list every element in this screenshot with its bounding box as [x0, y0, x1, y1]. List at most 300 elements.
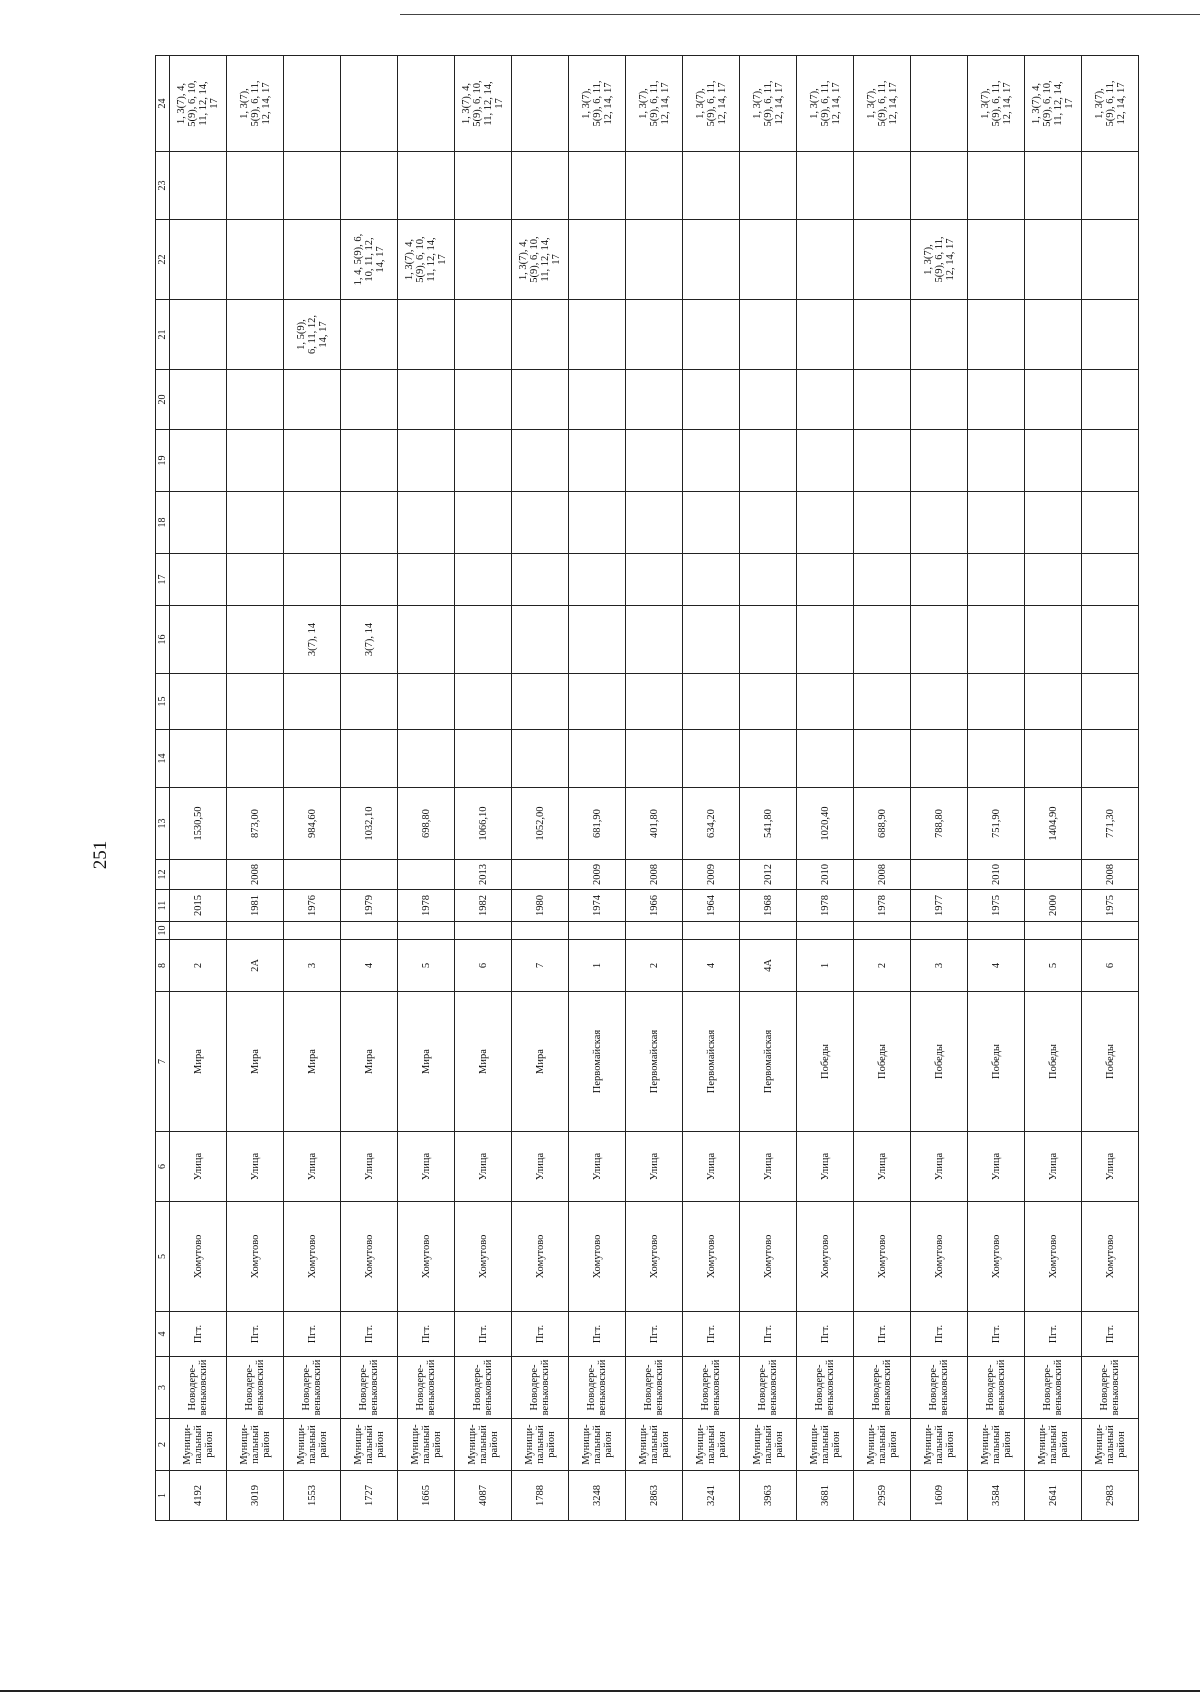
table-cell: 1, 3(7), 4, 5(9), 6, 10, 11, 12, 14, 17	[170, 56, 227, 152]
table-cell: Улица	[683, 1132, 740, 1202]
table-cell: Улица	[341, 1132, 398, 1202]
column-header: 1	[156, 1471, 170, 1521]
table-cell: Хомутово	[341, 1202, 398, 1312]
column-header: 10	[156, 922, 170, 940]
table-cell: 1976	[284, 890, 341, 922]
table-cell: 4087	[455, 1471, 512, 1521]
table-cell: 1020,40	[797, 788, 854, 860]
table-cell: Мира	[227, 992, 284, 1132]
table-cell	[284, 860, 341, 890]
table-cell: Новодере- веньковский	[740, 1357, 797, 1419]
table-cell	[797, 152, 854, 220]
table-cell	[740, 430, 797, 492]
table-cell: Муници- пальный район	[1025, 1419, 1082, 1471]
table-cell: Улица	[170, 1132, 227, 1202]
table-cell	[626, 300, 683, 370]
table-cell	[455, 430, 512, 492]
table-cell: 2	[626, 940, 683, 992]
table-cell: 3(7), 14	[341, 606, 398, 674]
table-cell	[398, 430, 455, 492]
table-cell	[740, 492, 797, 554]
table-cell: Улица	[227, 1132, 284, 1202]
table-cell	[284, 922, 341, 940]
table-cell: 1553	[284, 1471, 341, 1521]
table-cell	[626, 430, 683, 492]
table-cell	[569, 492, 626, 554]
column-header: 4	[156, 1312, 170, 1357]
rotated-table-container	[155, 56, 1127, 1521]
table-cell	[1082, 606, 1139, 674]
table-cell	[170, 674, 227, 730]
table-cell	[398, 300, 455, 370]
table-cell	[911, 492, 968, 554]
table-cell	[398, 860, 455, 890]
table-cell: 1727	[341, 1471, 398, 1521]
table-cell: Новодере- веньковский	[569, 1357, 626, 1419]
table-cell: 1404,90	[1025, 788, 1082, 860]
table-cell: Победы	[797, 992, 854, 1132]
table-cell: Первомайская	[569, 992, 626, 1132]
table-cell: Пгт.	[911, 1312, 968, 1357]
table-cell	[968, 220, 1025, 300]
table-cell	[398, 370, 455, 430]
table-cell: 771,30	[1082, 788, 1139, 860]
table-cell	[227, 922, 284, 940]
table-cell	[1082, 370, 1139, 430]
table-cell	[170, 730, 227, 788]
table-cell	[683, 370, 740, 430]
table-cell: 4	[341, 940, 398, 992]
table-cell	[797, 606, 854, 674]
table-cell	[227, 430, 284, 492]
table-cell: Новодере- веньковский	[854, 1357, 911, 1419]
table-cell: 1974	[569, 890, 626, 922]
table-cell	[968, 674, 1025, 730]
table-cell: Мира	[341, 992, 398, 1132]
table-cell: 2010	[797, 860, 854, 890]
table-cell: Пгт.	[740, 1312, 797, 1357]
top-rule	[400, 14, 1200, 15]
table-cell: 1609	[911, 1471, 968, 1521]
table-cell: 2012	[740, 860, 797, 890]
column-header: 20	[156, 370, 170, 430]
table-cell	[911, 300, 968, 370]
table-cell: 4	[968, 940, 1025, 992]
table-cell: 1, 5(9), 6, 11, 12, 14, 17	[284, 300, 341, 370]
table-cell: Пгт.	[626, 1312, 683, 1357]
table-cell	[284, 220, 341, 300]
table-cell: Первомайская	[740, 992, 797, 1132]
column-header: 13	[156, 788, 170, 860]
table-cell: 1982	[455, 890, 512, 922]
table-cell	[455, 300, 512, 370]
column-header: 15	[156, 674, 170, 730]
table-cell	[854, 922, 911, 940]
table-cell: 1, 3(7), 5(9), 6, 11, 12, 14, 17	[1082, 56, 1139, 152]
table-row	[626, 56, 683, 1521]
table-cell: Новодере- веньковский	[968, 1357, 1025, 1419]
table-cell	[911, 554, 968, 606]
table-cell	[512, 56, 569, 152]
bottom-rule	[0, 1690, 1200, 1692]
table-cell	[170, 370, 227, 430]
table-cell: Новодере- веньковский	[341, 1357, 398, 1419]
table-cell	[968, 922, 1025, 940]
column-header: 22	[156, 220, 170, 300]
table-cell	[569, 674, 626, 730]
table-cell	[455, 554, 512, 606]
table-cell	[512, 430, 569, 492]
table-cell	[1082, 492, 1139, 554]
table-cell: Пгт.	[569, 1312, 626, 1357]
table-cell: Пгт.	[170, 1312, 227, 1357]
page-number: 251	[90, 840, 111, 870]
table-cell	[284, 730, 341, 788]
table-cell	[569, 554, 626, 606]
table-cell	[341, 922, 398, 940]
table-cell: 1032,10	[341, 788, 398, 860]
table-cell: 3	[284, 940, 341, 992]
table-cell	[227, 370, 284, 430]
table-cell: Хомутово	[1025, 1202, 1082, 1312]
table-cell: 751,90	[968, 788, 1025, 860]
table-cell	[854, 300, 911, 370]
table-cell: Муници- пальный район	[968, 1419, 1025, 1471]
table-cell: Муници- пальный район	[398, 1419, 455, 1471]
column-header: 17	[156, 554, 170, 606]
table-cell	[1025, 430, 1082, 492]
table-cell	[740, 300, 797, 370]
table-cell	[341, 152, 398, 220]
table-cell: Улица	[1082, 1132, 1139, 1202]
table-cell: 1, 3(7), 5(9), 6, 11, 12, 14, 17	[569, 56, 626, 152]
table-cell	[455, 370, 512, 430]
table-cell	[284, 152, 341, 220]
table-cell: 4А	[740, 940, 797, 992]
table-cell: 1, 3(7), 4, 5(9), 6, 10, 11, 12, 14, 17	[512, 220, 569, 300]
table-cell	[1025, 220, 1082, 300]
table-cell: Муници- пальный район	[683, 1419, 740, 1471]
table-cell: 1980	[512, 890, 569, 922]
table-cell: 1978	[398, 890, 455, 922]
table-cell	[797, 730, 854, 788]
table-cell: 541,80	[740, 788, 797, 860]
table-body	[170, 56, 1139, 1521]
table-cell	[740, 152, 797, 220]
table-cell: Улица	[626, 1132, 683, 1202]
table-cell: Муници- пальный район	[854, 1419, 911, 1471]
table-cell	[854, 730, 911, 788]
table-cell	[740, 606, 797, 674]
table-cell: 1	[569, 940, 626, 992]
table-cell	[854, 554, 911, 606]
table-cell: Новодере- веньковский	[911, 1357, 968, 1419]
table-cell	[854, 430, 911, 492]
table-cell: Улица	[1025, 1132, 1082, 1202]
column-header: 24	[156, 56, 170, 152]
table-cell: Муници- пальный район	[911, 1419, 968, 1471]
table-cell	[1025, 370, 1082, 430]
table-cell: 1966	[626, 890, 683, 922]
table-cell: Пгт.	[1025, 1312, 1082, 1357]
table-cell	[170, 606, 227, 674]
table-cell: Победы	[911, 992, 968, 1132]
table-cell: Хомутово	[683, 1202, 740, 1312]
table-cell	[341, 860, 398, 890]
table-cell	[512, 300, 569, 370]
table-cell: 3019	[227, 1471, 284, 1521]
table-cell: Муници- пальный район	[740, 1419, 797, 1471]
table-cell: 2009	[569, 860, 626, 890]
table-cell: Улица	[284, 1132, 341, 1202]
table-cell: Муници- пальный район	[341, 1419, 398, 1471]
table-cell	[455, 922, 512, 940]
table-cell: 873,00	[227, 788, 284, 860]
column-header: 6	[156, 1132, 170, 1202]
table-cell	[1082, 730, 1139, 788]
table-cell	[968, 300, 1025, 370]
table-cell	[797, 220, 854, 300]
table-cell	[911, 730, 968, 788]
table-row	[341, 56, 398, 1521]
table-cell	[1082, 152, 1139, 220]
table-cell	[569, 430, 626, 492]
table-row	[740, 56, 797, 1521]
table-cell	[170, 430, 227, 492]
table-cell	[1025, 730, 1082, 788]
table-cell	[227, 220, 284, 300]
table-cell	[1082, 674, 1139, 730]
table-cell	[398, 730, 455, 788]
table-cell	[1082, 430, 1139, 492]
table-cell: Победы	[1025, 992, 1082, 1132]
table-cell	[797, 370, 854, 430]
table-cell	[284, 492, 341, 554]
table-cell: 984,60	[284, 788, 341, 860]
table-cell	[341, 554, 398, 606]
table-cell	[626, 606, 683, 674]
table-row	[512, 56, 569, 1521]
table-cell: Пгт.	[398, 1312, 455, 1357]
table-cell	[911, 674, 968, 730]
table-cell: 1, 3(7), 4, 5(9), 6, 10, 11, 12, 14, 17	[455, 56, 512, 152]
table-cell	[512, 730, 569, 788]
table-cell: Мира	[512, 992, 569, 1132]
table-cell: 1, 3(7), 5(9), 6, 11, 12, 14, 17	[854, 56, 911, 152]
table-cell	[626, 554, 683, 606]
table-cell	[626, 730, 683, 788]
table-cell	[398, 492, 455, 554]
table-cell	[854, 152, 911, 220]
table-cell: 3963	[740, 1471, 797, 1521]
table-cell	[455, 674, 512, 730]
table-cell	[284, 674, 341, 730]
table-cell	[341, 430, 398, 492]
table-cell	[683, 300, 740, 370]
table-cell: Новодере- веньковский	[284, 1357, 341, 1419]
table-cell: Новодере- веньковский	[797, 1357, 854, 1419]
table-cell: Новодере- веньковский	[398, 1357, 455, 1419]
table-cell	[854, 492, 911, 554]
table-cell	[683, 152, 740, 220]
table-cell	[740, 922, 797, 940]
table-row	[170, 56, 227, 1521]
table-cell	[569, 730, 626, 788]
table-cell	[683, 922, 740, 940]
table-cell	[341, 370, 398, 430]
header-row	[156, 56, 170, 1521]
table-cell: Муници- пальный район	[455, 1419, 512, 1471]
column-header: 21	[156, 300, 170, 370]
table-cell: Улица	[854, 1132, 911, 1202]
table-cell: Пгт.	[683, 1312, 740, 1357]
table-cell: 1975	[968, 890, 1025, 922]
column-header: 7	[156, 992, 170, 1132]
table-cell: Улица	[740, 1132, 797, 1202]
table-row	[569, 56, 626, 1521]
table-cell: 2010	[968, 860, 1025, 890]
table-cell	[797, 674, 854, 730]
table-cell	[626, 220, 683, 300]
table-cell: 1978	[854, 890, 911, 922]
column-header: 12	[156, 860, 170, 890]
table-cell	[1025, 492, 1082, 554]
table-cell	[455, 152, 512, 220]
table-cell	[683, 730, 740, 788]
table-cell: Хомутово	[455, 1202, 512, 1312]
table-cell	[854, 220, 911, 300]
table-cell	[341, 730, 398, 788]
table-cell: 2009	[683, 860, 740, 890]
table-cell: 5	[398, 940, 455, 992]
table-row	[1082, 56, 1139, 1521]
table-cell	[740, 730, 797, 788]
table-cell: 4192	[170, 1471, 227, 1521]
table-cell: Пгт.	[284, 1312, 341, 1357]
table-cell: Муници- пальный район	[284, 1419, 341, 1471]
table-cell: 6	[1082, 940, 1139, 992]
table-cell	[626, 370, 683, 430]
table-cell	[512, 674, 569, 730]
table-cell: 3681	[797, 1471, 854, 1521]
table-cell: 2008	[227, 860, 284, 890]
table-cell: Новодере- веньковский	[170, 1357, 227, 1419]
table-cell: Победы	[968, 992, 1025, 1132]
table-cell	[398, 674, 455, 730]
table-cell	[1025, 300, 1082, 370]
table-cell	[626, 922, 683, 940]
table-cell	[1082, 554, 1139, 606]
table-cell	[1025, 922, 1082, 940]
table-cell: Пгт.	[854, 1312, 911, 1357]
table-cell	[1025, 152, 1082, 220]
table-cell: Первомайская	[683, 992, 740, 1132]
table-cell	[227, 730, 284, 788]
column-header: 5	[156, 1202, 170, 1312]
table-cell: 1665	[398, 1471, 455, 1521]
table-cell	[512, 152, 569, 220]
table-cell: 2015	[170, 890, 227, 922]
table-cell	[227, 606, 284, 674]
table-cell	[569, 300, 626, 370]
table-cell: Новодере- веньковский	[1025, 1357, 1082, 1419]
table-cell: 2983	[1082, 1471, 1139, 1521]
table-cell	[341, 674, 398, 730]
table-cell: Пгт.	[1082, 1312, 1139, 1357]
table-cell	[227, 492, 284, 554]
table-cell: Мира	[284, 992, 341, 1132]
column-header: 23	[156, 152, 170, 220]
table-cell: Хомутово	[911, 1202, 968, 1312]
table-cell: Пгт.	[512, 1312, 569, 1357]
table-cell	[341, 56, 398, 152]
table-cell	[968, 152, 1025, 220]
table-cell: 1788	[512, 1471, 569, 1521]
table-cell: Хомутово	[512, 1202, 569, 1312]
table-cell: Хомутово	[170, 1202, 227, 1312]
table-cell: 2641	[1025, 1471, 1082, 1521]
table-cell: Хомутово	[797, 1202, 854, 1312]
table-cell: 5	[1025, 940, 1082, 992]
table-cell: Хомутово	[398, 1202, 455, 1312]
table-cell: 698,80	[398, 788, 455, 860]
table-cell: 3584	[968, 1471, 1025, 1521]
table-cell: Хомутово	[227, 1202, 284, 1312]
table-row	[1025, 56, 1082, 1521]
table-cell: Хомутово	[968, 1202, 1025, 1312]
table-cell: 634,20	[683, 788, 740, 860]
table-cell	[911, 860, 968, 890]
table-cell: 1066,10	[455, 788, 512, 860]
table-cell: Улица	[569, 1132, 626, 1202]
table-cell: Пгт.	[455, 1312, 512, 1357]
table-cell	[740, 554, 797, 606]
table-cell: Хомутово	[626, 1202, 683, 1312]
table-cell	[911, 430, 968, 492]
table-cell	[398, 606, 455, 674]
table-cell	[398, 152, 455, 220]
table-cell: Улица	[797, 1132, 854, 1202]
table-cell: Улица	[512, 1132, 569, 1202]
table-cell	[683, 220, 740, 300]
table-cell: 1, 3(7), 5(9), 6, 11, 12, 14, 17	[911, 220, 968, 300]
table-cell	[911, 56, 968, 152]
table-cell: Новодере- веньковский	[683, 1357, 740, 1419]
table-cell: Муници- пальный район	[170, 1419, 227, 1471]
column-header: 3	[156, 1357, 170, 1419]
table-cell: 4	[683, 940, 740, 992]
table-cell: 1978	[797, 890, 854, 922]
table-cell: Новодере- веньковский	[455, 1357, 512, 1419]
table-cell	[512, 606, 569, 674]
table-cell	[512, 492, 569, 554]
table-cell	[1082, 300, 1139, 370]
table-cell	[683, 492, 740, 554]
table-cell: 688,90	[854, 788, 911, 860]
table-cell	[284, 430, 341, 492]
table-cell: 1, 3(7), 5(9), 6, 11, 12, 14, 17	[227, 56, 284, 152]
table-cell	[569, 606, 626, 674]
table-cell: 2008	[854, 860, 911, 890]
column-header: 19	[156, 430, 170, 492]
table-cell	[911, 152, 968, 220]
table-cell: 1052,00	[512, 788, 569, 860]
table-cell	[341, 492, 398, 554]
table-cell	[455, 730, 512, 788]
table-cell: 2008	[1082, 860, 1139, 890]
table-cell: Новодере- веньковский	[227, 1357, 284, 1419]
table-cell: Муници- пальный район	[512, 1419, 569, 1471]
